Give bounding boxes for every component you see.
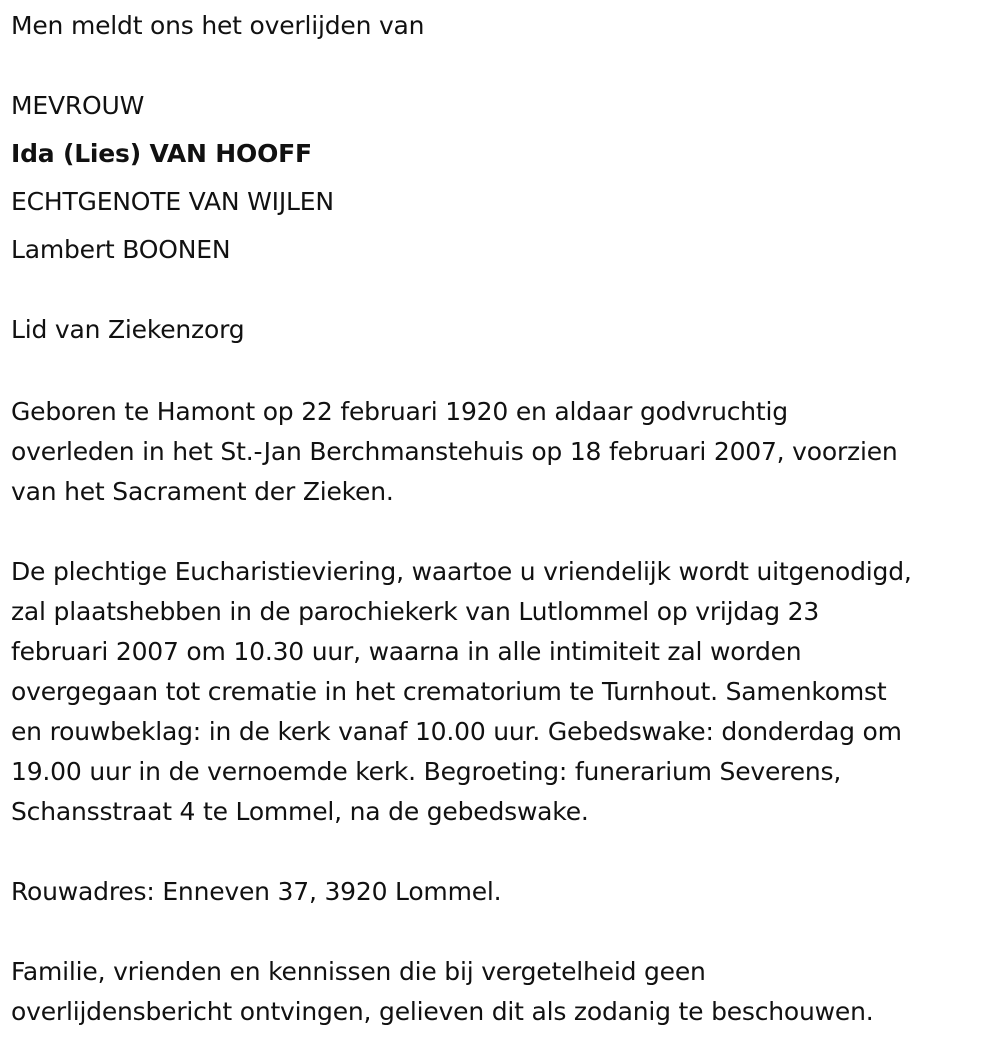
- closing-paragraph: [11, 952, 985, 1032]
- paragraph-line: De plechtige Eucharistieviering, waartoe u vriendelijk wordt uitgenodigd,: [11, 557, 912, 586]
- address-line: [11, 872, 985, 912]
- deceased-name: Ida (Lies) VAN HOOFF: [11, 139, 312, 168]
- spouse-name: Lambert BOONEN: [11, 235, 231, 264]
- spacer: [11, 832, 985, 872]
- paragraph-line: Rouwadres: Enneven 37, 3920 Lommel.: [11, 877, 502, 906]
- paragraph-line: Familie, vrienden en kennissen die bij vergetelheid geen: [11, 957, 706, 986]
- paragraph-line: zal plaatshebben in de parochiekerk van Lutlommel op vrijdag 23: [11, 597, 820, 626]
- paragraph-line: 19.00 uur in de vernoemde kerk. Begroeting: funerarium Severens,: [11, 757, 842, 786]
- honorific-title: MEVROUW: [11, 91, 145, 120]
- spacer: [11, 512, 985, 552]
- spacer: [11, 360, 985, 392]
- membership-line: Lid van Ziekenzorg: [11, 315, 245, 344]
- intro-line: Men meldt ons het overlijden van: [11, 11, 425, 40]
- paragraph-line: overgegaan tot crematie in het crematorium te Turnhout. Samenkomst: [11, 677, 887, 706]
- paragraph-line: en rouwbeklag: in de kerk vanaf 10.00 uur. Gebedswake: donderdag om: [11, 717, 902, 746]
- paragraph-line: van het Sacrament der Zieken.: [11, 477, 394, 506]
- spacer: [11, 280, 985, 312]
- birth-death-paragraph: [11, 392, 985, 512]
- ceremony-paragraph: [11, 552, 985, 832]
- spacer: [11, 912, 985, 952]
- paragraph-line: overleden in het St.-Jan Berchmanstehuis op 18 februari 2007, voorzien: [11, 437, 898, 466]
- paragraph-line: overlijdensbericht ontvingen, gelieven dit als zodanig te beschouwen.: [11, 997, 874, 1026]
- paragraph-line: Schansstraat 4 te Lommel, na de gebedswake.: [11, 797, 589, 826]
- spouse-label: ECHTGENOTE VAN WIJLEN: [11, 187, 334, 216]
- paragraph-line: februari 2007 om 10.30 uur, waarna in alle intimiteit zal worden: [11, 637, 802, 666]
- paragraph-line: Geboren te Hamont op 22 februari 1920 en aldaar godvruchtig: [11, 397, 788, 426]
